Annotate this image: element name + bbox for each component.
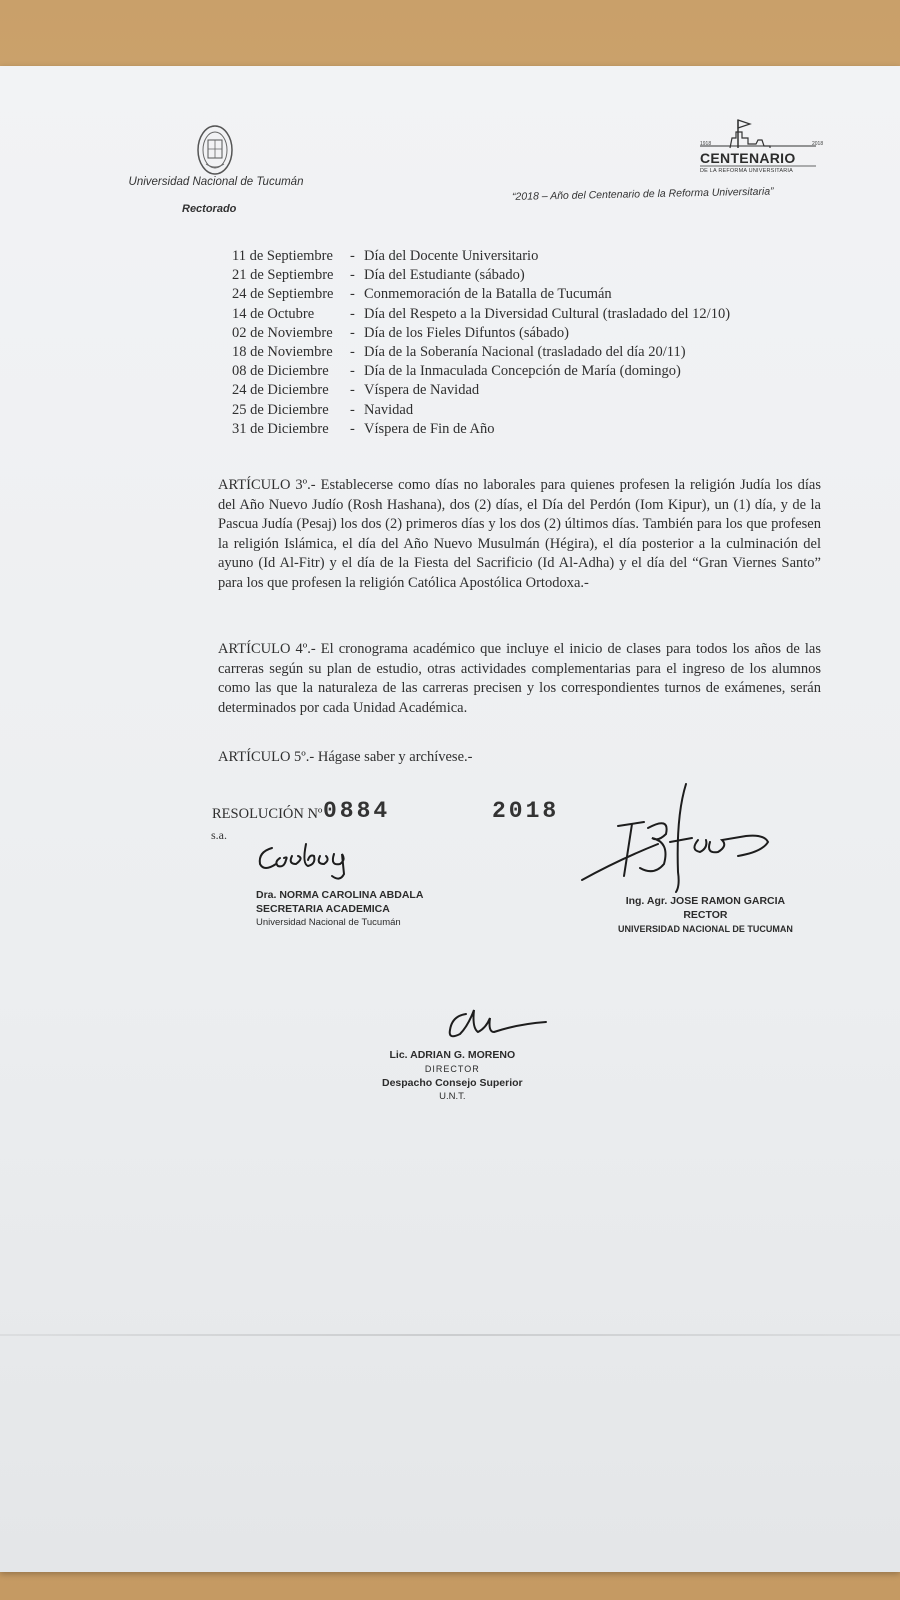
holiday-description: Día de la Inmaculada Concepción de María (domingo) [364,363,681,380]
holiday-description: Día del Respeto a la Diversidad Cultural (trasladado del 12/10) [364,305,731,322]
paper-fold [0,1334,900,1336]
holiday-description: Víspera de Fin de Año [364,420,495,437]
resolution-number: 0884 [323,798,391,824]
director-title: DIRECTOR [424,1064,480,1074]
holiday-separator: - [350,267,355,284]
holiday-date: 24 de Septiembre [232,286,334,303]
holiday-date: 18 de Noviembre [232,343,333,360]
initials: s.a. [211,828,227,842]
rector-title: RECTOR [683,909,728,921]
holiday-description: Día del Estudiante (sábado) [364,267,525,284]
holiday-date: 31 de Diciembre [232,420,329,437]
director-signature-icon [438,996,558,1046]
holiday-description: Navidad [364,401,414,418]
rector-institution: UNIVERSIDAD NACIONAL DE TUCUMAN [618,924,793,934]
director-stamp [382,1048,523,1104]
secretary-signature-icon [250,834,380,884]
holiday-separator: - [350,248,355,264]
article-3: ARTÍCULO 3º.- Establecerse como días no laborales para quienes profesen la religión Judía los días del Año Nuevo Judío (Rosh Hashana), dos (2) días, el Día del Perdón (Iom Kipur), un (1) día, y de la Pascua Judía (Pesaj) los dos (2) primeros días y los dos (2) últimos días. También para los que profesen la religión Islámica, el día del Año Nuevo Musulmán (Hégira), el día posterior a la culminación del ayuno (Id Al-Fitr) y el día de la Fiesta del Sacrificio (Id Al-Adha) y el día del “Gran Viernes Santo” para los que profesen la religión Católica Apostólica Ortodoxa.- [218,477,821,591]
secretary-institution: Universidad Nacional de Tucumán [256,917,401,928]
holiday-date: 02 de Noviembre [232,324,333,341]
holiday-separator: - [350,363,355,380]
logo-subtitle: DE LA REFORMA UNIVERSITARIA [700,168,794,174]
logo-year-start: 1918 [700,141,712,147]
secretary-name: Dra. NORMA CAROLINA ABDALA [256,889,424,901]
rector-name: Ing. Agr. JOSE RAMON GARCIA [625,895,786,907]
holiday-date: 11 de Septiembre [232,248,333,264]
holiday-separator: - [350,343,355,360]
department-label: Rectorado [182,203,237,215]
holiday-date: 25 de Diciembre [232,401,329,418]
holiday-separator: - [350,305,355,322]
resolution-label: RESOLUCIÓN Nº [212,806,323,822]
holiday-separator: - [350,324,355,341]
resolution-year: 2018 [492,798,560,824]
rector-stamp [618,894,793,936]
holiday-description: Conmemoración de la Batalla de Tucumán [364,286,612,303]
document-page [0,66,900,1572]
holiday-date: 08 de Diciembre [232,363,329,380]
secretary-stamp [256,888,423,930]
holiday-description: Víspera de Navidad [364,382,480,399]
holiday-date: 14 de Octubre [232,305,315,322]
holiday-separator: - [350,401,355,418]
secretary-title: SECRETARIA ACADEMICA [256,903,390,915]
university-name: Universidad Nacional de Tucumán [128,176,304,188]
holiday-date: 21 de Septiembre [232,267,334,284]
logo-year-end: 2018 [812,141,824,147]
holiday-separator: - [350,382,355,399]
holiday-separator: - [350,420,355,437]
article-4: ARTÍCULO 4º.- El cronograma académico que incluye el inicio de clases para todos los años de las carreras según su plan de estudio, otras actividades complementarias para el ingreso de los alumnos como las que la naturaleza de las carreras precisen y los correspondientes turnos de exámenes, serán determinados por cada Unidad Académica. [218,641,821,716]
holiday-description: Día del Docente Universitario [364,248,539,264]
holiday-date: 24 de Diciembre [232,382,329,399]
article-5: ARTÍCULO 5º.- Hágase saber y archívese.- [218,749,473,765]
director-name: Lic. ADRIAN G. MORENO [389,1049,516,1061]
director-institution: U.N.T. [439,1091,466,1102]
holiday-separator: - [350,286,355,303]
year-motto: “2018 – Año del Centenario de la Reforma Universitaria” [511,185,774,203]
holiday-description: Día de los Fieles Difuntos (sábado) [364,324,569,341]
rector-signature-icon [578,776,778,896]
logo-word: CENTENARIO [700,150,796,166]
holiday-description: Día de la Soberanía Nacional (trasladado del día 20/11) [364,343,686,360]
university-seal-icon [196,124,234,176]
director-office: Despacho Consejo Superior [382,1077,523,1089]
